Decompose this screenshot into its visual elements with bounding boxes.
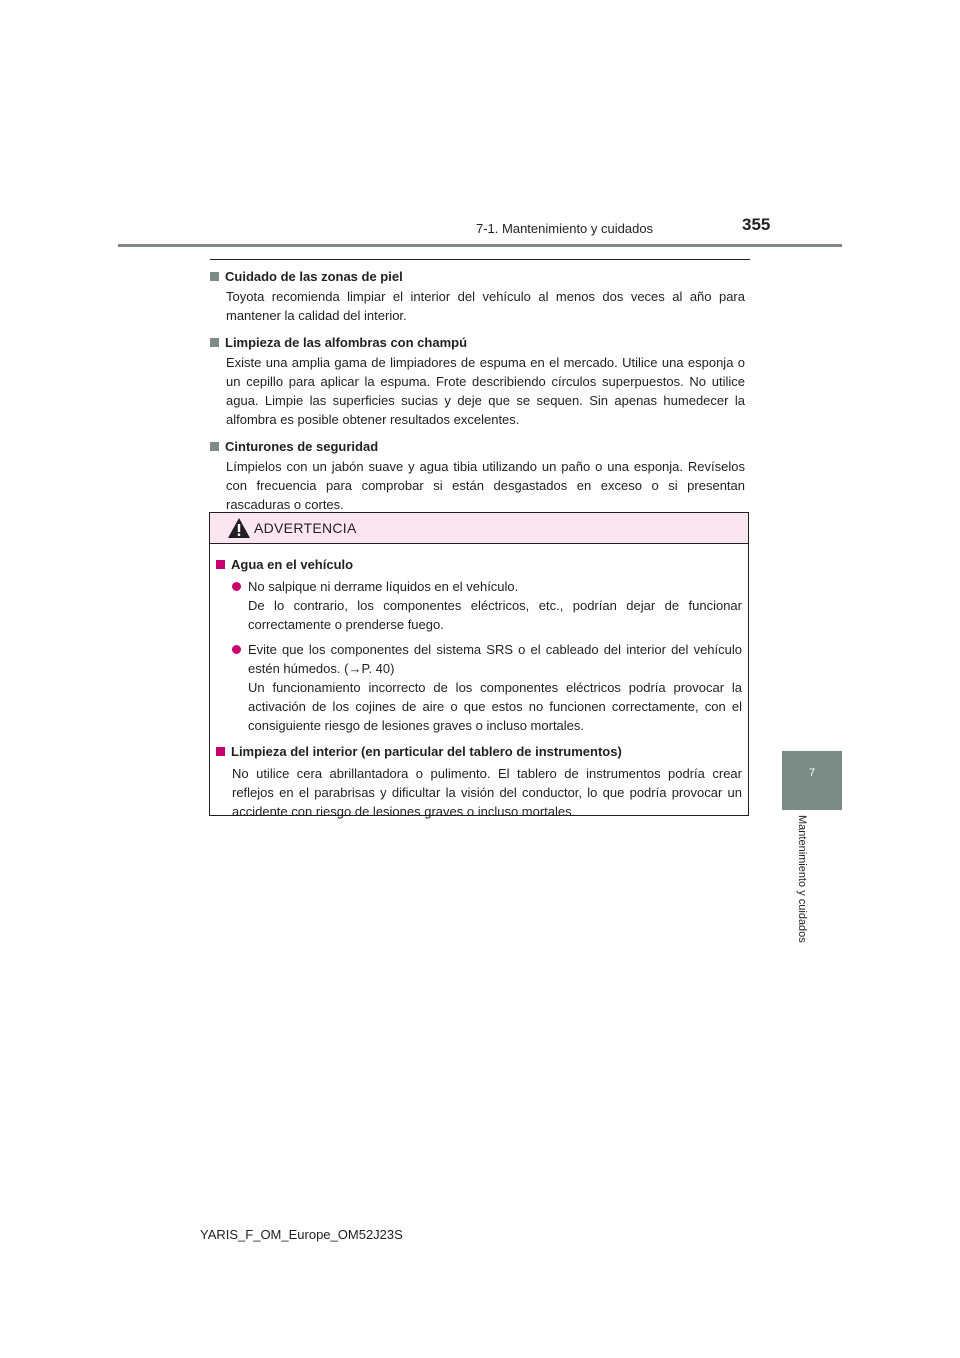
- section-body: Existe una amplia gama de limpiadores de espuma en el mercado. Utilice una esponja o un cepillo para aplicar la espuma. Frote describiendo círculos superpuestos. No utilice agua. Limpie las superficies sucias y deje que se sequen. Sin apenas humedecer la alfombra es posible obtener resultados excelentes.: [226, 355, 745, 427]
- bullet-text: Evite que los componentes del sistema SRS o el cableado del interior del vehículo estén húmedos. (→P. 40): [248, 642, 742, 676]
- page-number: 355: [742, 215, 771, 234]
- warning-box: [209, 512, 749, 819]
- section-body: Toyota recomienda limpiar el interior del vehículo al menos dos veces al año para mantener la calidad del interior.: [226, 289, 745, 323]
- bullet-text: De lo contrario, los componentes eléctricos, etc., podrían dejar de funcionar correctamente o prenderse fuego.: [248, 598, 742, 632]
- square-bullet-icon: [216, 560, 225, 569]
- bullet-text: Un funcionamiento incorrecto de los componentes eléctricos podría provocar la activación de los cojines de aire o que estos no funcionen correctamente, con el consiguiente riesgo de lesiones graves o incluso mortales.: [248, 680, 742, 733]
- chapter-label: Mantenimiento y cuidados: [796, 815, 808, 943]
- warning-section-body: No utilice cera abrillantadora o pulimento. El tablero de instrumentos podría crear reflejos en el parabrisas y dificultar la visión del conductor, lo que podría provocar un accidente con riesgo de lesiones graves o incluso mortales.: [232, 766, 742, 819]
- bullet-text: No salpique ni derrame líquidos en el vehículo.: [248, 579, 519, 594]
- square-bullet-icon: [210, 272, 219, 281]
- warning-section-title: Agua en el vehículo: [231, 557, 354, 572]
- round-bullet-icon: [232, 582, 241, 591]
- warning-bullet: [216, 640, 742, 735]
- warning-section-title: Limpieza del interior (en particular del tablero de instrumentos): [231, 744, 622, 759]
- chapter-number: 7: [808, 767, 816, 779]
- section-seat-belts: [210, 436, 745, 514]
- square-bullet-icon: [210, 338, 219, 347]
- header-divider: [118, 244, 842, 247]
- main-content: [210, 266, 745, 521]
- section-body: Límpielos con un jabón suave y agua tibia utilizando un paño o una esponja. Revíselos con frecuencia para comprobar si están desgastados en exceso o si presentan rascaduras o cortes.: [226, 459, 745, 512]
- content-top-divider: [210, 259, 750, 260]
- chapter-tab: [782, 751, 842, 810]
- header-section-title: 7-1. Mantenimiento y cuidados: [476, 221, 654, 236]
- round-bullet-icon: [232, 645, 241, 654]
- section-leather-care: [210, 266, 745, 325]
- warning-body: [210, 544, 748, 821]
- section-title: Cinturones de seguridad: [225, 439, 379, 454]
- warning-title: ADVERTENCIA: [254, 520, 357, 536]
- warning-header: [210, 513, 748, 544]
- square-bullet-icon: [216, 747, 225, 756]
- document-id: YARIS_F_OM_Europe_OM52J23S: [200, 1227, 403, 1242]
- square-bullet-icon: [210, 442, 219, 451]
- section-title: Cuidado de las zonas de piel: [225, 269, 403, 284]
- section-title: Limpieza de las alfombras con champú: [225, 335, 468, 350]
- section-carpet-shampoo: [210, 332, 745, 429]
- warning-bullet: [216, 577, 742, 634]
- warning-triangle-icon: [227, 517, 251, 539]
